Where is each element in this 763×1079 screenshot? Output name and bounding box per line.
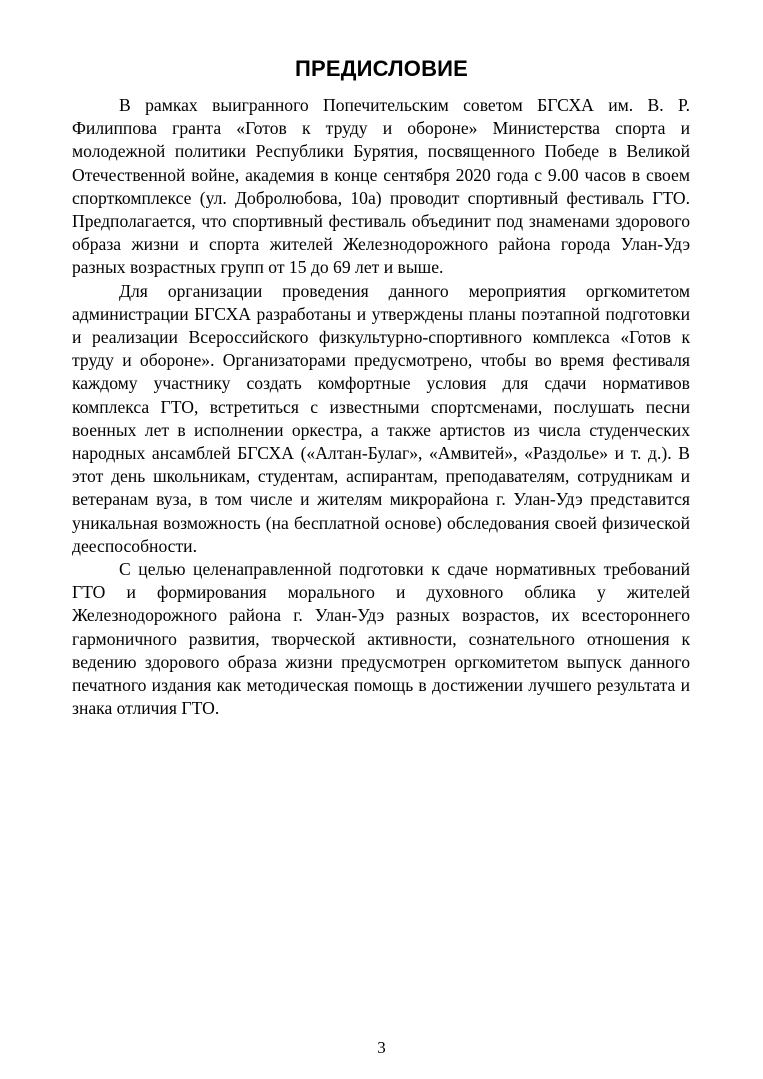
paragraph-2: Для организации проведения данного мероприятия оргкомитетом администрации БГСХА разработаны и утверждены планы поэтапной подготовки и реализации Всероссийского физкультурно-спортивного комплекса «Готов к труду и обороне». Организаторами предусмотрено, чтобы во время фестиваля каждому участнику создать комфортные условия для сдачи нормативов комплекса ГТО, встретиться с известными спортсменами, послушать песни военных лет в исполнении оркестра, а также артистов из числа студенческих народных ансамблей БГСХА («Алтан-Булаг», «Амвитей», «Раздолье» и т. д.). В этот день школьникам, студентам, аспирантам, преподавателям, сотрудникам и ветеранам вуза, в том числе и жителям микрорайона г. Улан-Удэ представится уникальная возможность (на бесплатной основе) обследования своей физической дееспособности. xyxy=(72,280,690,556)
page-number: 3 xyxy=(377,1038,386,1057)
paragraph-3: С целью целенаправленной подготовки к сдаче нормативных требований ГТО и формирования морального и духовного облика у жителей Железнодорожного района г. Улан-Удэ разных возрастов, их всестороннего гармоничного развития, творческой активности, сознательного отношения к ведению здорового образа жизни предусмотрен оргкомитетом выпуск данного печатного издания как методическая помощь в достижении лучшего результата и знака отличия ГТО. xyxy=(72,559,690,719)
body-text xyxy=(72,94,690,720)
paragraph-1: В рамках выигранного Попечительским советом БГСХА им. В. Р. Филиппова гранта «Готов к труду и обороне» Министерства спорта и молодежной политики Республики Бурятия, посвященного Победе в Великой Отечественной войне, академия в конце сентября 2020 года с 9.00 часов в своем спорткомплексе (ул. Добролюбова, 10а) проводит спортивный фестиваль ГТО. Предполагается, что спортивный фестиваль объединит под знаменами здорового образа жизни и спорта жителей Железнодорожного района города Улан-Удэ разных возрастных групп от 15 до 69 лет и выше. xyxy=(72,95,690,278)
page-title: ПРЕДИСЛОВИЕ xyxy=(294,56,469,81)
